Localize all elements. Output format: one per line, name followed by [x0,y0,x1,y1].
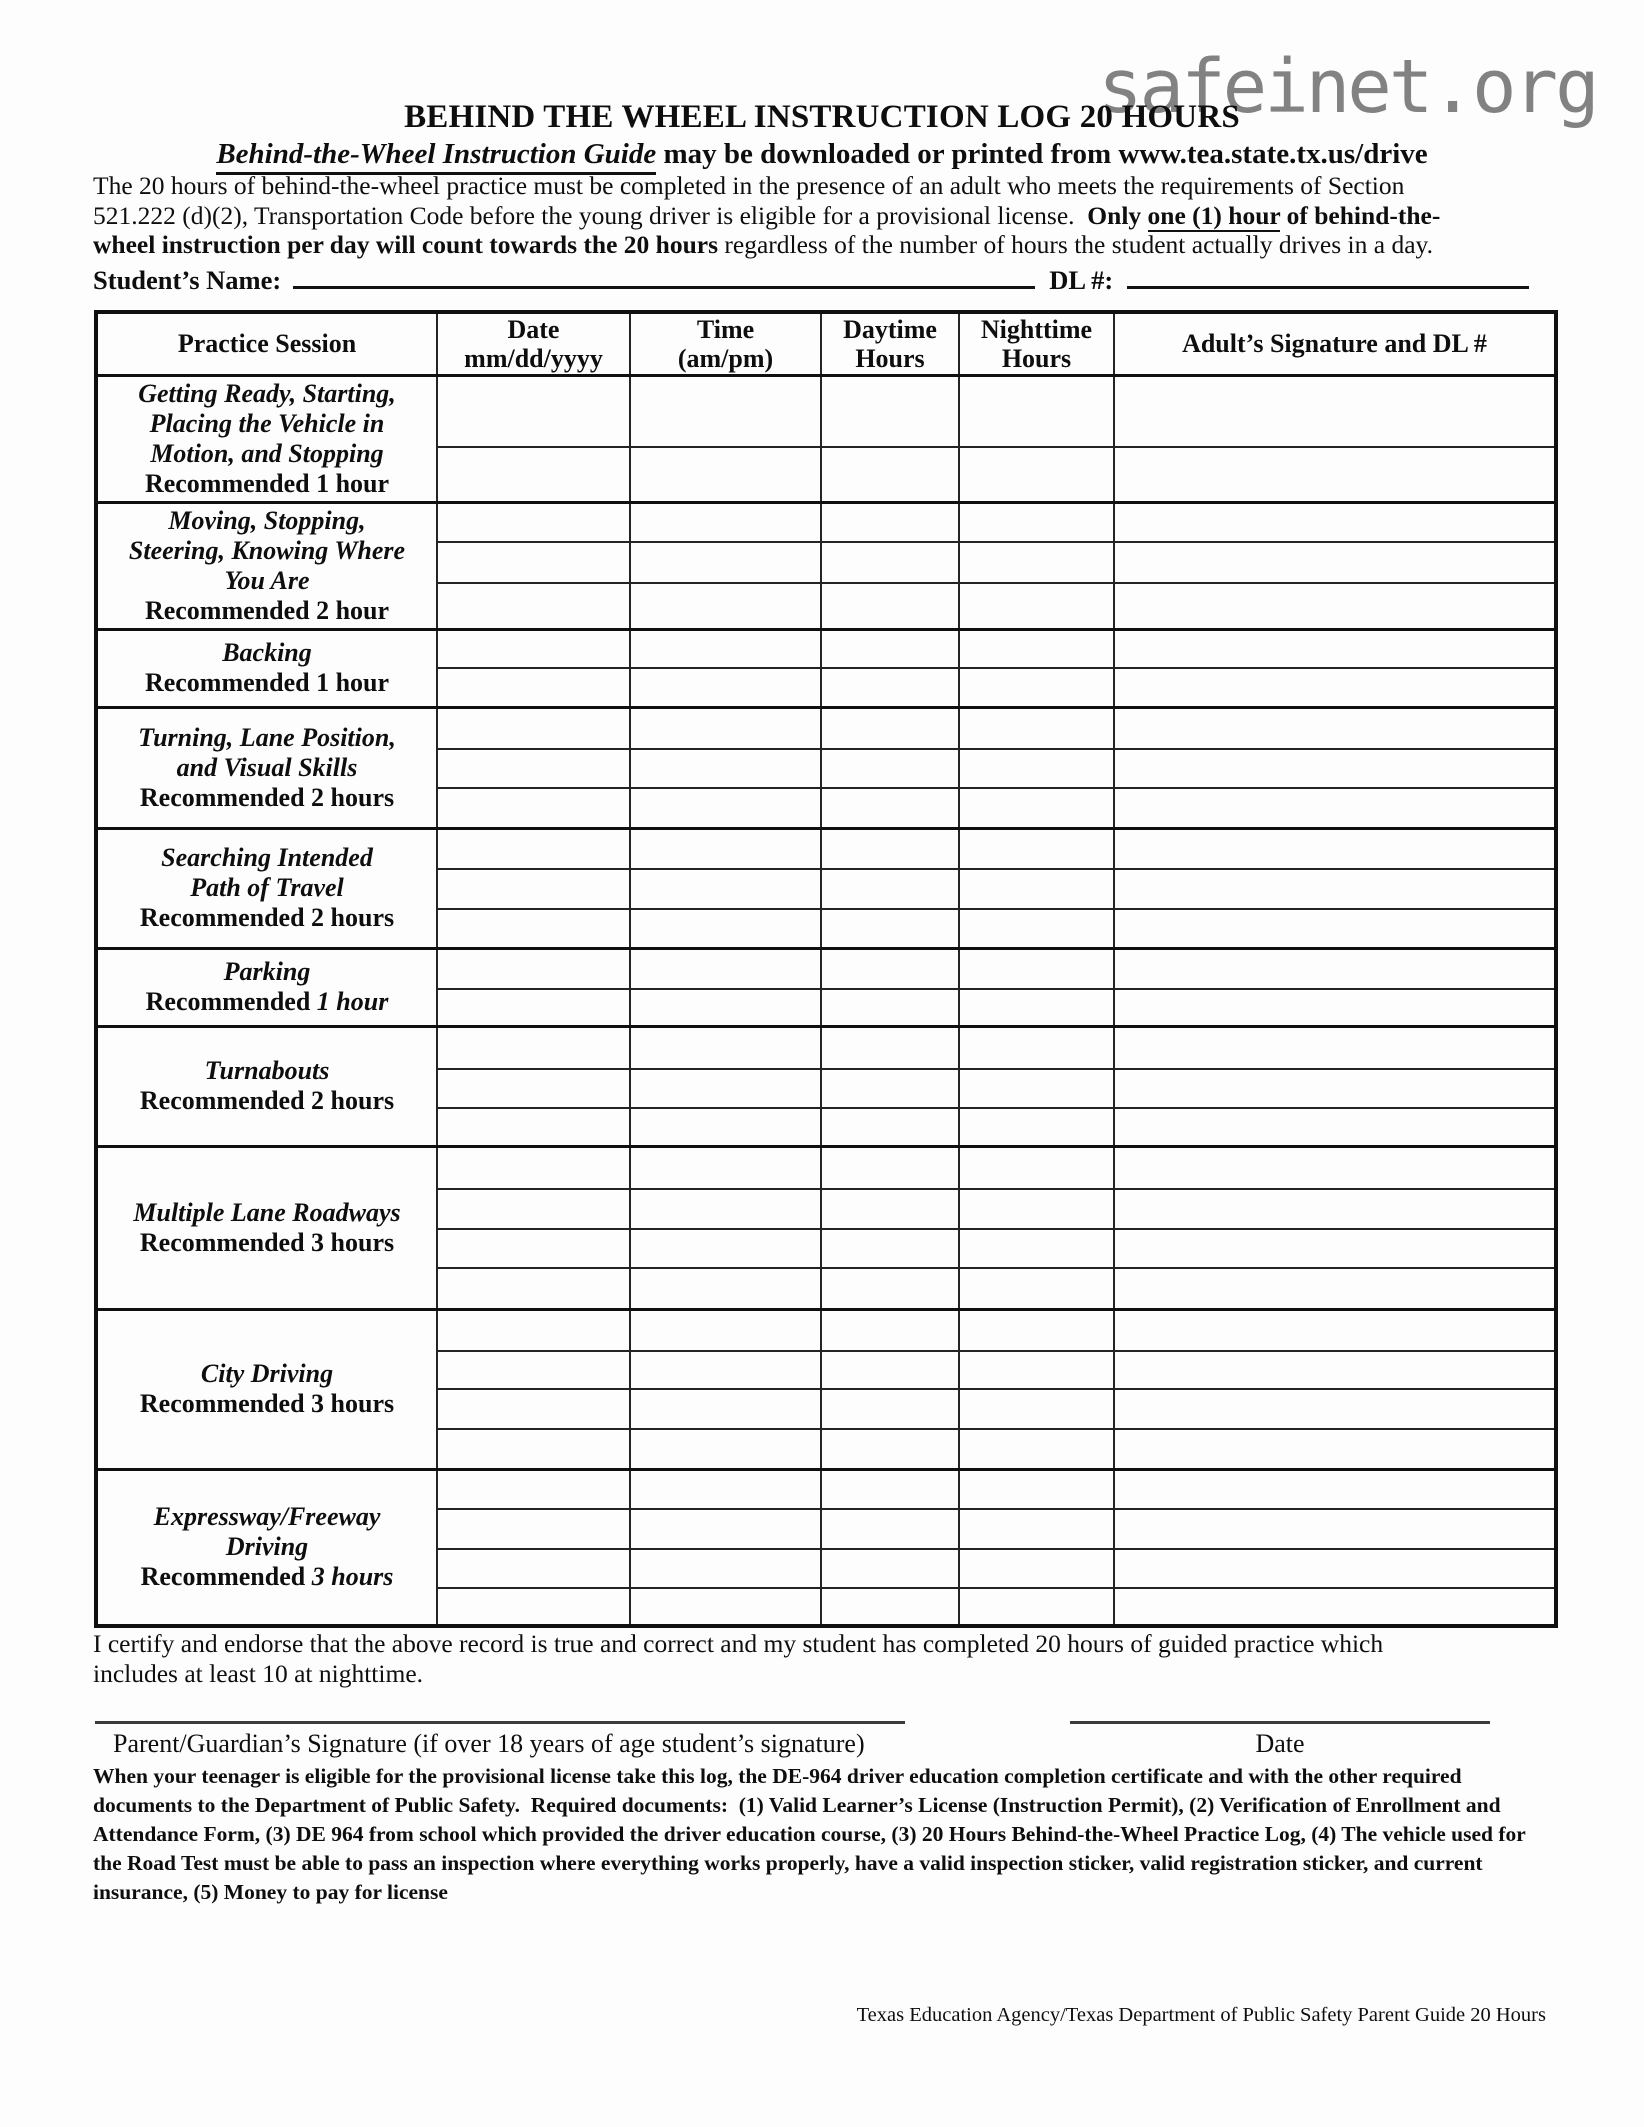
page-title: BEHIND THE WHEEL INSTRUCTION LOG 20 HOURS [404,99,1240,135]
cell-daytime-hours[interactable] [821,749,959,788]
session-label-10: Expressway/Freeway Driving Recommended 3 hours [96,1469,437,1626]
cell-signature[interactable] [1114,1146,1556,1189]
log-row [96,502,1556,542]
text-line: Attendance Form, (3) DE 964 from school which provided the driver education course, (3) 20 Hours Behind-the-Wheel Practice Log, (4) The vehicle used for [93,1822,1526,1846]
date-block [1070,1721,1490,1759]
log-row [96,1469,1556,1509]
cell-nighttime-hours[interactable] [959,1108,1114,1146]
cell-nighttime-hours[interactable] [959,869,1114,909]
cell-time[interactable] [630,1351,821,1389]
cell-daytime-hours[interactable] [821,583,959,629]
col-header-date: Date mm/dd/yyyy [437,312,630,375]
dl-number-field[interactable] [1127,262,1529,289]
cell-nighttime-hours[interactable] [959,375,1114,447]
cell-nighttime-hours[interactable] [959,1549,1114,1588]
practice-log-table [94,310,1558,1628]
session-label-9: City Driving Recommended 3 hours [96,1309,437,1469]
cell-nighttime-hours[interactable] [959,828,1114,869]
cell-date[interactable] [437,989,630,1026]
cell-date[interactable] [437,869,630,909]
cell-date[interactable] [437,447,630,502]
cell-date[interactable] [437,1069,630,1108]
cell-signature[interactable] [1114,1351,1556,1389]
cell-daytime-hours[interactable] [821,1026,959,1069]
cell-time[interactable] [630,1026,821,1069]
cell-date[interactable] [437,1351,630,1389]
cell-daytime-hours[interactable] [821,1549,959,1588]
cell-signature[interactable] [1114,869,1556,909]
intro-paragraph [93,171,1553,260]
guardian-signature-label: Parent/Guardian’s Signature (if over 18 years of age student’s signature) [113,1729,865,1758]
cell-time[interactable] [630,869,821,909]
cell-nighttime-hours[interactable] [959,502,1114,542]
cell-signature[interactable] [1114,1309,1556,1351]
cell-signature[interactable] [1114,788,1556,828]
session-label-2: Moving, Stopping, Steering, Knowing Where You Are Recommended 2 hour [96,502,437,629]
cell-nighttime-hours[interactable] [959,1309,1114,1351]
cell-signature[interactable] [1114,1389,1556,1429]
session-label-4: Turning, Lane Position, and Visual Skills Recommended 2 hours [96,707,437,828]
cell-nighttime-hours[interactable] [959,1026,1114,1069]
log-row [96,948,1556,989]
cell-nighttime-hours[interactable] [959,707,1114,749]
cell-daytime-hours[interactable] [821,788,959,828]
cell-daytime-hours[interactable] [821,948,959,989]
subtitle-rest: may be downloaded or printed from www.tea.state.tx.us/drive [656,138,1428,170]
cell-nighttime-hours[interactable] [959,629,1114,668]
cell-signature[interactable] [1114,629,1556,668]
text-line: I certify and endorse that the above record is true and correct and my student has completed 20 hours of guided practice which [93,1629,1384,1658]
cell-nighttime-hours[interactable] [959,1389,1114,1429]
student-info-row [93,262,1529,296]
student-name-field[interactable] [293,262,1035,289]
page-footer: Texas Education Agency/Texas Department of Public Safety Parent Guide 20 Hours [856,2004,1546,2026]
cell-time[interactable] [630,948,821,989]
col-header-time: Time (am/pm) [630,312,821,375]
session-label-6: Parking Recommended 1 hour [96,948,437,1026]
guardian-signature-line[interactable] [95,1721,905,1724]
cell-signature[interactable] [1114,542,1556,583]
text-line: the Road Test must be able to pass an inspection where everything works properly, have a valid inspection sticker, valid registration sticker, and current [93,1851,1483,1875]
date-line[interactable] [1070,1721,1490,1724]
cell-time[interactable] [630,668,821,707]
cell-daytime-hours[interactable] [821,1429,959,1469]
text-line: insurance, (5) Money to pay for license [93,1880,448,1904]
cell-date[interactable] [437,1146,630,1189]
log-row [96,629,1556,668]
cell-daytime-hours[interactable] [821,909,959,948]
cell-time[interactable] [630,629,821,668]
cell-time[interactable] [630,1429,821,1469]
cell-signature[interactable] [1114,909,1556,948]
cell-nighttime-hours[interactable] [959,1229,1114,1268]
cell-daytime-hours[interactable] [821,1069,959,1108]
cell-nighttime-hours[interactable] [959,989,1114,1026]
cell-nighttime-hours[interactable] [959,909,1114,948]
cell-nighttime-hours[interactable] [959,583,1114,629]
cell-daytime-hours[interactable] [821,1351,959,1389]
safeinet-watermark: safeinet.org [1098,44,1597,130]
cell-nighttime-hours[interactable] [959,1469,1114,1509]
cell-nighttime-hours[interactable] [959,1189,1114,1229]
date-label: Date [1255,1729,1305,1758]
cell-signature[interactable] [1114,1268,1556,1309]
cell-date[interactable] [437,668,630,707]
cell-signature[interactable] [1114,1588,1556,1626]
cell-signature[interactable] [1114,502,1556,542]
cell-time[interactable] [630,1189,821,1229]
text-line: When your teenager is eligible for the provisional license take this log, the DE-964 driver education completion certificate and with the other required [93,1764,1462,1788]
cell-time[interactable] [630,909,821,948]
cell-signature[interactable] [1114,828,1556,869]
cell-date[interactable] [437,542,630,583]
certification-statement [93,1629,1553,1688]
cell-signature[interactable] [1114,375,1556,447]
cell-signature[interactable] [1114,668,1556,707]
table-header-row [96,312,1556,375]
cell-time[interactable] [630,375,821,447]
cell-daytime-hours[interactable] [821,447,959,502]
col-header-nighttime-hours: Nighttime Hours [959,312,1114,375]
cell-nighttime-hours[interactable] [959,1509,1114,1549]
cell-daytime-hours[interactable] [821,1108,959,1146]
cell-time[interactable] [630,749,821,788]
cell-time[interactable] [630,447,821,502]
session-label-5: Searching Intended Path of Travel Recommended 2 hours [96,828,437,948]
intro-line-3: wheel instruction per day will count towards the 20 hours regardless of the number of hours the student actually drives in a day. [93,230,1433,259]
intro-line-1: The 20 hours of behind-the-wheel practice must be completed in the presence of an adult who meets the requirements of Section [93,171,1405,200]
cell-time[interactable] [630,1549,821,1588]
col-header-signature: Adult’s Signature and DL # [1114,312,1556,375]
student-name-label: Student’s Name: [93,265,282,295]
text-line: includes at least 10 at nighttime. [93,1658,424,1688]
cell-daytime-hours[interactable] [821,375,959,447]
cell-signature[interactable] [1114,1469,1556,1509]
cell-date[interactable] [437,375,630,447]
cell-date[interactable] [437,1429,630,1469]
cell-date[interactable] [437,1189,630,1229]
cell-date[interactable] [437,707,630,749]
cell-daytime-hours[interactable] [821,1268,959,1309]
cell-nighttime-hours[interactable] [959,1351,1114,1389]
cell-time[interactable] [630,1389,821,1429]
cell-time[interactable] [630,1069,821,1108]
cell-date[interactable] [437,583,630,629]
cell-date[interactable] [437,1229,630,1268]
log-row [96,828,1556,869]
cell-date[interactable] [437,1309,630,1351]
cell-signature[interactable] [1114,1549,1556,1588]
cell-date[interactable] [437,788,630,828]
cell-date[interactable] [437,1549,630,1588]
cell-time[interactable] [630,1309,821,1351]
cell-date[interactable] [437,629,630,668]
cell-signature[interactable] [1114,1108,1556,1146]
cell-date[interactable] [437,948,630,989]
cell-nighttime-hours[interactable] [959,948,1114,989]
cell-signature[interactable] [1114,1229,1556,1268]
cell-daytime-hours[interactable] [821,1229,959,1268]
cell-nighttime-hours[interactable] [959,447,1114,502]
subtitle [0,138,1644,175]
cell-signature[interactable] [1114,749,1556,788]
cell-signature[interactable] [1114,1429,1556,1469]
cell-time[interactable] [630,542,821,583]
session-label-3: Backing Recommended 1 hour [96,629,437,707]
log-row [96,1026,1556,1069]
cell-daytime-hours[interactable] [821,869,959,909]
cell-signature[interactable] [1114,447,1556,502]
cell-time[interactable] [630,1229,821,1268]
cell-daytime-hours[interactable] [821,1309,959,1351]
cell-signature[interactable] [1114,989,1556,1026]
cell-daytime-hours[interactable] [821,668,959,707]
cell-daytime-hours[interactable] [821,1588,959,1626]
cell-date[interactable] [437,1509,630,1549]
cell-nighttime-hours[interactable] [959,1146,1114,1189]
cell-daytime-hours[interactable] [821,1189,959,1229]
cell-signature[interactable] [1114,583,1556,629]
cell-time[interactable] [630,502,821,542]
cell-time[interactable] [630,828,821,869]
log-row [96,1146,1556,1189]
session-label-8: Multiple Lane Roadways Recommended 3 hours [96,1146,437,1309]
cell-daytime-hours[interactable] [821,989,959,1026]
cell-signature[interactable] [1114,1069,1556,1108]
cell-date[interactable] [437,1588,630,1626]
cell-nighttime-hours[interactable] [959,788,1114,828]
cell-date[interactable] [437,828,630,869]
cell-date[interactable] [437,502,630,542]
text-line: documents to the Department of Public Safety. Required documents: (1) Valid Learner’s License (Instruction Permit), (2) Verification of Enrollment and [93,1793,1501,1817]
col-header-practice-session: Practice Session [96,312,437,375]
cell-nighttime-hours[interactable] [959,749,1114,788]
cell-time[interactable] [630,989,821,1026]
cell-date[interactable] [437,1108,630,1146]
cell-signature[interactable] [1114,1509,1556,1549]
log-row [96,1309,1556,1351]
one-hour-emphasis: one (1) hour [1147,200,1281,230]
col-header-daytime-hours: Daytime Hours [821,312,959,375]
cell-date[interactable] [437,909,630,948]
cell-time[interactable] [630,788,821,828]
cell-time[interactable] [630,583,821,629]
cell-daytime-hours[interactable] [821,828,959,869]
cell-daytime-hours[interactable] [821,629,959,668]
provisional-license-instructions [93,1762,1553,1907]
dl-number-label: DL #: [1049,265,1114,295]
cell-time[interactable] [630,1268,821,1309]
cell-daytime-hours[interactable] [821,1469,959,1509]
cell-nighttime-hours[interactable] [959,1429,1114,1469]
cell-date[interactable] [437,1389,630,1429]
cell-daytime-hours[interactable] [821,707,959,749]
cell-time[interactable] [630,1469,821,1509]
instruction-guide-link: Behind-the-Wheel Instruction Guide [216,138,656,175]
cell-nighttime-hours[interactable] [959,1069,1114,1108]
cell-signature[interactable] [1114,1026,1556,1069]
cell-date[interactable] [437,1268,630,1309]
cell-time[interactable] [630,1588,821,1626]
session-label-7: Turnabouts Recommended 2 hours [96,1026,437,1146]
cell-time[interactable] [630,1108,821,1146]
cell-date[interactable] [437,749,630,788]
log-row [96,707,1556,749]
cell-daytime-hours[interactable] [821,502,959,542]
cell-daytime-hours[interactable] [821,1146,959,1189]
session-label-1: Getting Ready, Starting, Placing the Vehicle in Motion, and Stopping Recommended 1 hour [96,375,437,502]
cell-time[interactable] [630,1509,821,1549]
cell-nighttime-hours[interactable] [959,542,1114,583]
cell-signature[interactable] [1114,948,1556,989]
cell-time[interactable] [630,1146,821,1189]
cell-nighttime-hours[interactable] [959,1268,1114,1309]
cell-daytime-hours[interactable] [821,1389,959,1429]
cell-date[interactable] [437,1469,630,1509]
cell-daytime-hours[interactable] [821,1509,959,1549]
intro-line-2: 521.222 (d)(2), Transportation Code before the young driver is eligible for a provisional license. Only one (1) hour of behind-the- [93,200,1441,230]
cell-signature[interactable] [1114,707,1556,749]
cell-date[interactable] [437,1026,630,1069]
cell-signature[interactable] [1114,1189,1556,1229]
guardian-signature-block [95,1721,905,1759]
log-row [96,375,1556,447]
cell-nighttime-hours[interactable] [959,1588,1114,1626]
cell-daytime-hours[interactable] [821,542,959,583]
cell-time[interactable] [630,707,821,749]
cell-nighttime-hours[interactable] [959,668,1114,707]
